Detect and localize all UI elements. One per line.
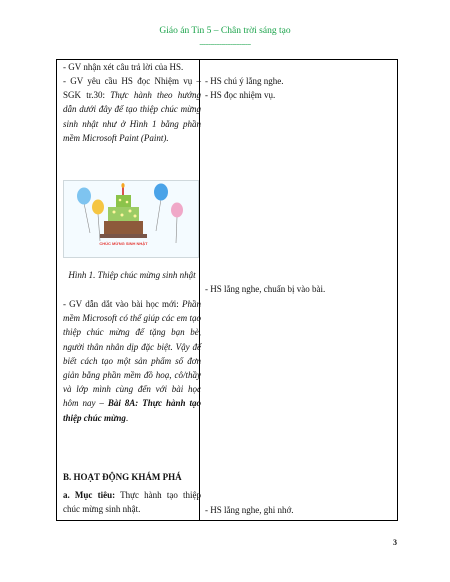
- goal-text: Thực hành tạo thiệp chúc mừng sinh nhật.: [63, 490, 201, 515]
- student-response-listen: - HS chú ý lắng nghe.: [205, 76, 284, 86]
- balloon-string: [84, 203, 90, 233]
- page-header-title: Giáo án Tin 5 – Chân trời sáng tạo: [159, 26, 291, 36]
- candle-icon: [122, 187, 124, 195]
- pink-balloon-icon: [171, 203, 183, 218]
- lesson-title: Bài 8A: Thực hành tạo thiệp chúc mừng: [63, 398, 201, 423]
- birthday-cake-illustration: [64, 181, 198, 257]
- task-instruction-italic: Thực hành theo hướng dẫn dưới đây để tạo thiệp chúc mừng sinh nhật như ở Hình 1 bằng phần mềm Microsoft Paint (Paint).: [63, 90, 201, 143]
- balloon-string: [98, 214, 100, 241]
- yellow-balloon-icon: [92, 200, 104, 215]
- cake-middle-tier: [108, 207, 139, 221]
- page-header-rule: ----------------------------: [199, 40, 251, 48]
- lesson-intro-italic: Phần mềm Microsoft có thể giúp các em tạo thiệp chúc mừng để tặng bạn bè, người thân nhân dịp đặc biệt. Vậy để biết cách tạo một sản phẩm số đơn giản bằng phần mềm đồ hoạ, cô/thầy và lớp mình cùng đến với bài học hôm nay –: [63, 299, 201, 409]
- cake-plate: [100, 234, 147, 238]
- cake-top-tier: [116, 195, 131, 207]
- teacher-task-instruction: [63, 74, 201, 145]
- cake-bottom-tier: [104, 221, 143, 234]
- student-response-read: - HS đọc nhiệm vụ.: [205, 90, 276, 100]
- section-heading: B. HOẠT ĐỘNG KHÁM PHÁ: [63, 472, 182, 482]
- goal-label: a. Mục tiêu:: [63, 490, 116, 500]
- lesson-goal: [63, 488, 201, 516]
- balloon-string: [176, 217, 177, 243]
- task-instruction-lead: - GV yêu cầu HS đọc Nhiệm vụ – SGK tr.30:: [63, 76, 201, 101]
- card-greeting-text: CHÚC MỪNG SINH NHẬT: [99, 241, 148, 246]
- teacher-note-feedback: - GV nhận xét câu trả lời của HS.: [63, 62, 184, 72]
- blue-balloon-icon: [154, 184, 168, 201]
- birthday-card-image: [63, 180, 199, 258]
- lesson-intro-lead: - GV dẫn dắt vào bài học mới:: [63, 299, 182, 309]
- balloon-string: [156, 199, 161, 231]
- page-number: 3: [393, 538, 397, 547]
- blue-balloon-icon: [77, 188, 91, 205]
- figure-caption: Hình 1. Thiệp chúc mừng sinh nhật: [68, 270, 196, 280]
- student-response-note: - HS lắng nghe, ghi nhớ.: [205, 505, 294, 515]
- teacher-lesson-intro: - GV dẫn dắt vào bài học mới: Phần mềm Microsoft có thể giúp các em tạo thiệp chúc mừng để tặng bạn bè, người thân nhân dịp đặc biệt. Vậy để biết cách tạo một sản phẩm số đơn giản bằng phần mềm đồ hoạ, cô/thầy và lớp mình cùng đến với bài học hôm nay – Bài 8A: Thực hành tạo thiệp chúc mừng.: [63, 299, 201, 423]
- student-response-prepare: - HS lắng nghe, chuẩn bị vào bài.: [205, 284, 326, 294]
- flame-icon: [121, 183, 124, 188]
- lesson-table: [56, 59, 398, 521]
